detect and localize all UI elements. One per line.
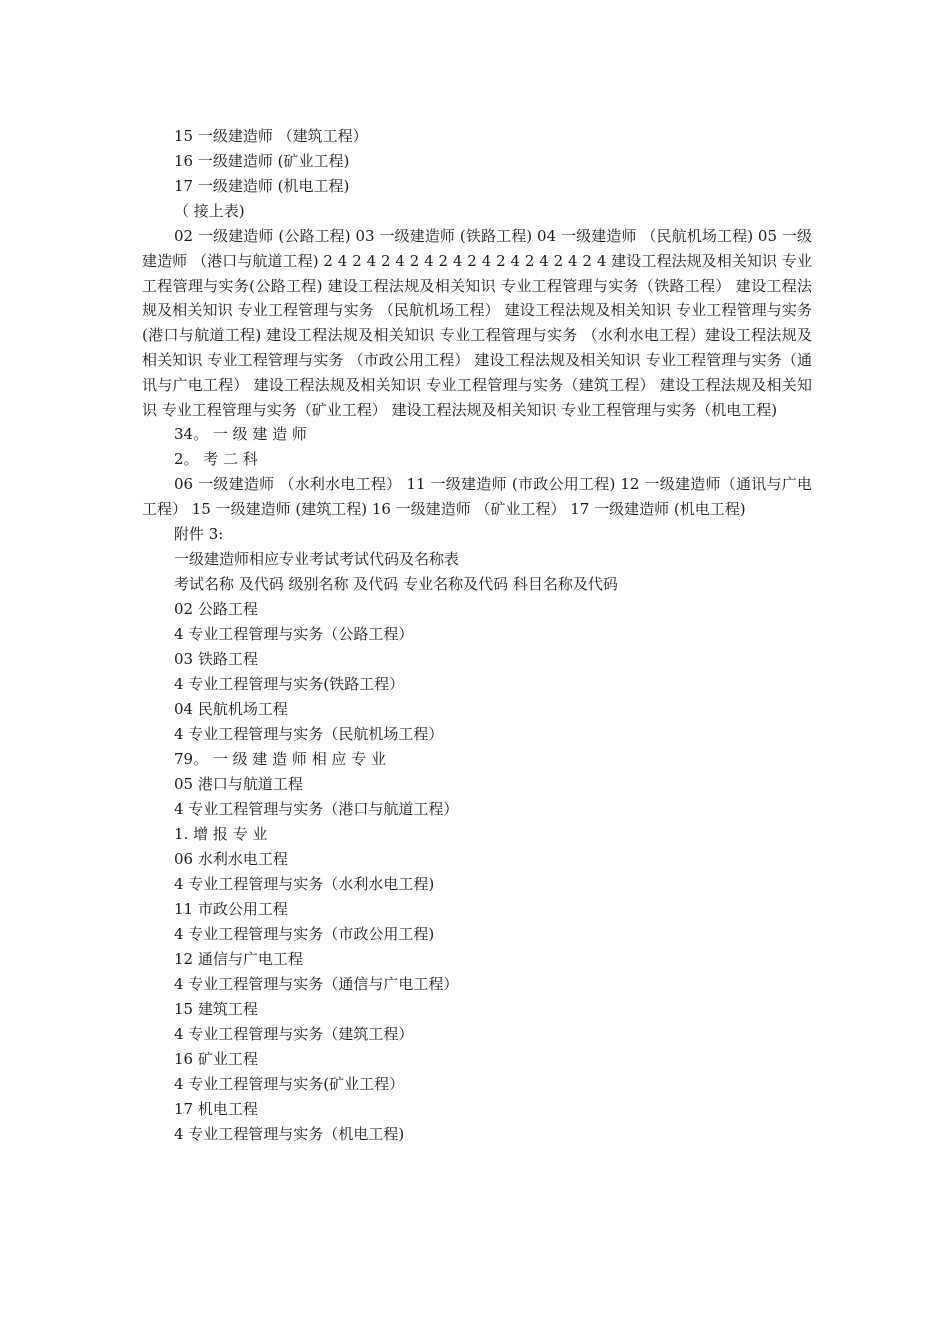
- paragraph-subject-list: 02 一级建造师 (公路工程) 03 一级建造师 (铁路工程) 04 一级建造师 （民航机场工程) 05 一级建造师 （港口与航道工程) 2 4 2 4 2 4 2 4 2 4 2 4 2 4 2 4 2 4 2 4 建设工程法规及相关知识 专业工程管理与实务(公路工程) 建设工程法规及相关知识 专业工程管理与实务（铁路工程） 建设工程法规及相关知识 专业工程管理与实务 （民航机场工程） 建设工程法规及相关知识 专业工程管理与实务(港口与航道工程) 建设工程法规及相关知识 专业工程管理与实务 （水利水电工程）建设工程法规及相关知识 专业工程管理与实务 （市政公用工程） 建设工程法规及相关知识 专业工程管理与实务（通讯与广电工程） 建设工程法规及相关知识 专业工程管理与实务（建筑工程） 建设工程法规及相关知识 专业工程管理与实务（矿业工程） 建设工程法规及相关知识 专业工程管理与实务（机电工程): [142, 227, 812, 419]
- text-line: 4 专业工程管理与实务（机电工程): [174, 1124, 405, 1143]
- text-line: 4 专业工程管理与实务（市政公用工程): [174, 924, 435, 943]
- text-line: 16 矿业工程: [174, 1049, 258, 1068]
- text-line: 11 市政公用工程: [174, 899, 288, 918]
- document-page: [142, 124, 812, 1147]
- text-line: 4 专业工程管理与实务(铁路工程）: [174, 674, 405, 693]
- table-title: 一级建造师相应专业考试考试代码及名称表: [174, 549, 460, 568]
- text-line: 05 港口与航道工程: [174, 774, 303, 793]
- paragraph-specialty-list: 06 一级建造师 （水利水电工程） 11 一级建造师 (市政公用工程) 12 一级建造师（通讯与广电工程） 15 一级建造师 (建筑工程) 16 一级建造师 （矿业工程） 17 一级建造师 (机电工程): [142, 475, 812, 519]
- text-line: 4 专业工程管理与实务（水利水电工程): [174, 874, 435, 893]
- text-line: 15 建筑工程: [174, 999, 258, 1018]
- text-line: 2。 考 二 科: [174, 450, 258, 469]
- text-line: 03 铁路工程: [174, 649, 258, 668]
- text-line: （ 接上表): [174, 202, 245, 220]
- text-line: 04 民航机场工程: [174, 699, 288, 718]
- text-line: 02 公路工程: [174, 599, 258, 618]
- text-line: 4 专业工程管理与实务（通信与广电工程）: [174, 974, 459, 993]
- text-line: 4 专业工程管理与实务（民航机场工程）: [174, 724, 444, 743]
- text-line: 4 专业工程管理与实务（公路工程）: [174, 624, 414, 643]
- text-line: 79。 一 级 建 造 师 相 应 专 业: [174, 749, 387, 768]
- text-line: 34。 一 级 建 造 师: [174, 425, 307, 444]
- text-line: 17 机电工程: [174, 1099, 258, 1118]
- text-line: 15 一级建造师 （建筑工程）: [174, 127, 368, 145]
- text-line: 06 水利水电工程: [174, 849, 288, 868]
- text-line: 12 通信与广电工程: [174, 949, 303, 968]
- attachment-label: 附件 3:: [174, 524, 224, 543]
- text-line: 4 专业工程管理与实务(矿业工程）: [174, 1074, 405, 1093]
- text-line: 17 一级建造师 (机电工程): [174, 177, 350, 195]
- text-line: 4 专业工程管理与实务（建筑工程）: [174, 1024, 414, 1043]
- text-line: 16 一级建造师 (矿业工程): [174, 152, 350, 170]
- text-line: 1. 增 报 专 业: [174, 824, 268, 843]
- table-header: 考试名称 及代码 级别名称 及代码 专业名称及代码 科目名称及代码: [174, 574, 618, 593]
- text-line: 4 专业工程管理与实务（港口与航道工程）: [174, 799, 459, 818]
